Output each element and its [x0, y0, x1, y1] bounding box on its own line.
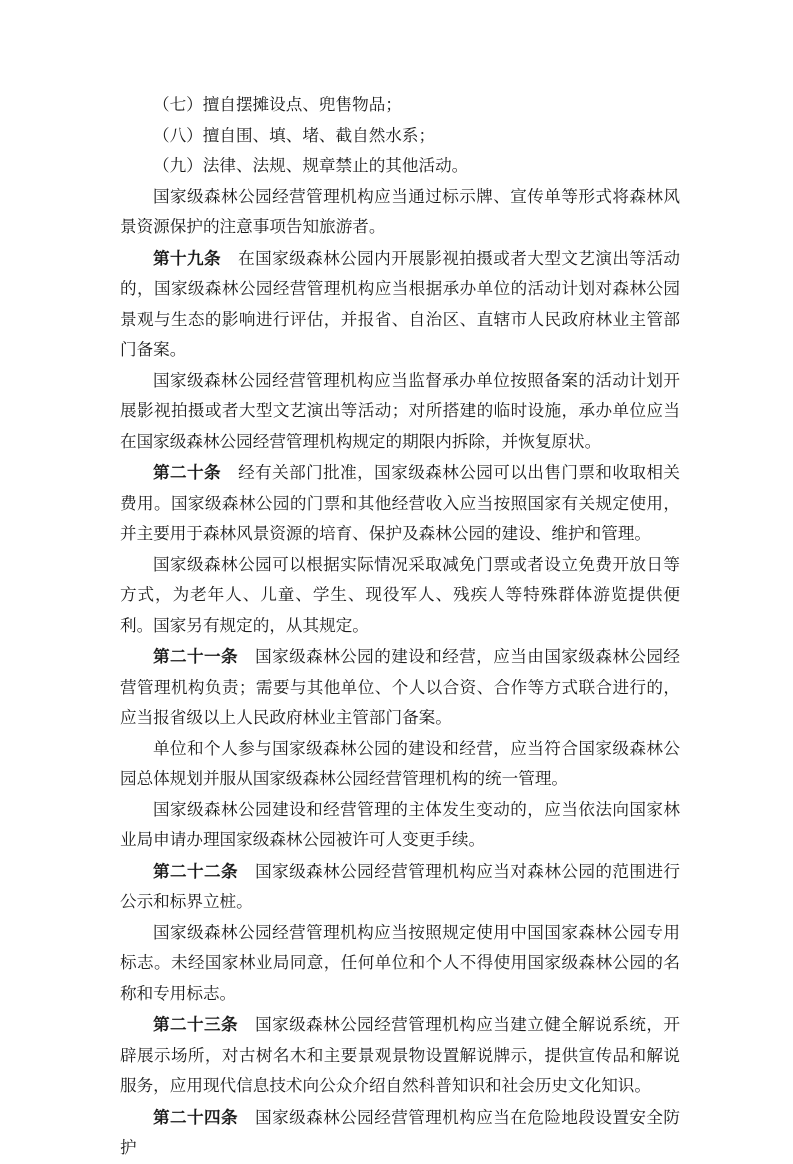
- paragraph: [120, 366, 680, 458]
- paragraph-text: 国家级森林公园经营管理机构应当按照规定使用中国国家森林公园专用标志。未经国家林业局同意，任何单位和个人不得使用国家级森林公园的名称和专用标志。: [120, 922, 680, 1003]
- paragraph-text: 国家级森林公园建设和经营管理的主体发生变动的，应当依法向国家林业局申请办理国家级森林公园被许可人变更手续。: [120, 799, 680, 849]
- list-item: （九）法律、法规、规章禁止的其他活动。: [153, 156, 469, 175]
- article-number: 第二十四条: [153, 1106, 239, 1127]
- article-number: 第二十二条: [153, 860, 239, 881]
- article-number: 第二十条: [153, 462, 222, 482]
- document-page: [120, 0, 681, 1157]
- paragraph-text: 国家级森林公园经营管理机构应当对森林公园的范围进行公示和标界立桩。: [120, 861, 681, 911]
- article-paragraph: [120, 641, 680, 734]
- paragraph: [120, 795, 680, 856]
- article-number: 第二十三条: [153, 1014, 239, 1034]
- article-number: 第二十一条: [153, 646, 239, 666]
- paragraph-text: 经有关部门批准，国家级森林公园可以出售门票和收取相关费用。国家级森林公园的门票和其他经营收入应当按照国家有关规定使用，并主要用于森林风景资源的培育、保护及森林公园的建设、维护和管理。: [120, 463, 681, 543]
- paragraph-text: 国家级森林公园的建设和经营，应当由国家级森林公园经营管理机构负责；需要与其他单位、个人以合资、合作等方式联合进行的，应当报省级以上人民政府林业主管部门备案。: [120, 647, 681, 727]
- article-paragraph: [120, 1009, 680, 1102]
- article-paragraph: [120, 856, 680, 918]
- paragraph-text: 国家级森林公园经营管理机构应当建立健全解说系统，开辟展示场所，对古树名木和主要景观景物设置解说牌示，提供宣传品和解说服务，应用现代信息技术向公众介绍自然科普知识和社会历史文化知识。: [120, 1015, 681, 1095]
- article-paragraph: [120, 243, 680, 366]
- list-item: （八）擅自围、填、堵、截自然水系；: [153, 125, 436, 145]
- paragraph: [120, 918, 680, 1010]
- paragraph: [120, 734, 680, 795]
- article-number: 第十九条: [153, 247, 222, 268]
- paragraph-text: 国家级森林公园经营管理机构应当监督承办单位按照备案的活动计划开展影视拍摄或者大型文艺演出等活动；对所搭建的临时设施，承办单位应当在国家级森林公园经营管理机构规定的期限内拆除，并恢复原状。: [120, 370, 680, 451]
- paragraph-text: 国家级森林公园经营管理机构应当通过标示牌、宣传单等形式将森林风景资源保护的注意事项告知旅游者。: [120, 186, 680, 236]
- list-item: （七）擅自摆摊设点、兜售物品；: [153, 95, 402, 114]
- paragraph-text: 在国家级森林公园内开展影视拍摄或者大型文艺演出等活动的，国家级森林公园经营管理机构应当根据承办单位的活动计划对森林公园景观与生态的影响进行评估，并报省、自治区、直辖市人民政府林业主管部门备案。: [120, 248, 681, 359]
- paragraph: [120, 550, 680, 642]
- paragraph-text: 国家级森林公园经营管理机构应当在危险地段设置安全防护: [120, 1107, 681, 1157]
- article-paragraph: [120, 457, 680, 550]
- paragraph-text: 国家级森林公园可以根据实际情况采取减免门票或者设立免费开放日等方式，为老年人、儿童、学生、现役军人、残疾人等特殊群体游览提供便利。国家另有规定的，从其规定。: [120, 554, 680, 635]
- document-body: [120, 90, 680, 1164]
- article-paragraph: [120, 1102, 680, 1164]
- paragraph: [120, 182, 680, 243]
- paragraph-text: 单位和个人参与国家级森林公园的建设和经营，应当符合国家级森林公园总体规划并服从国家级森林公园经营管理机构的统一管理。: [120, 738, 680, 788]
